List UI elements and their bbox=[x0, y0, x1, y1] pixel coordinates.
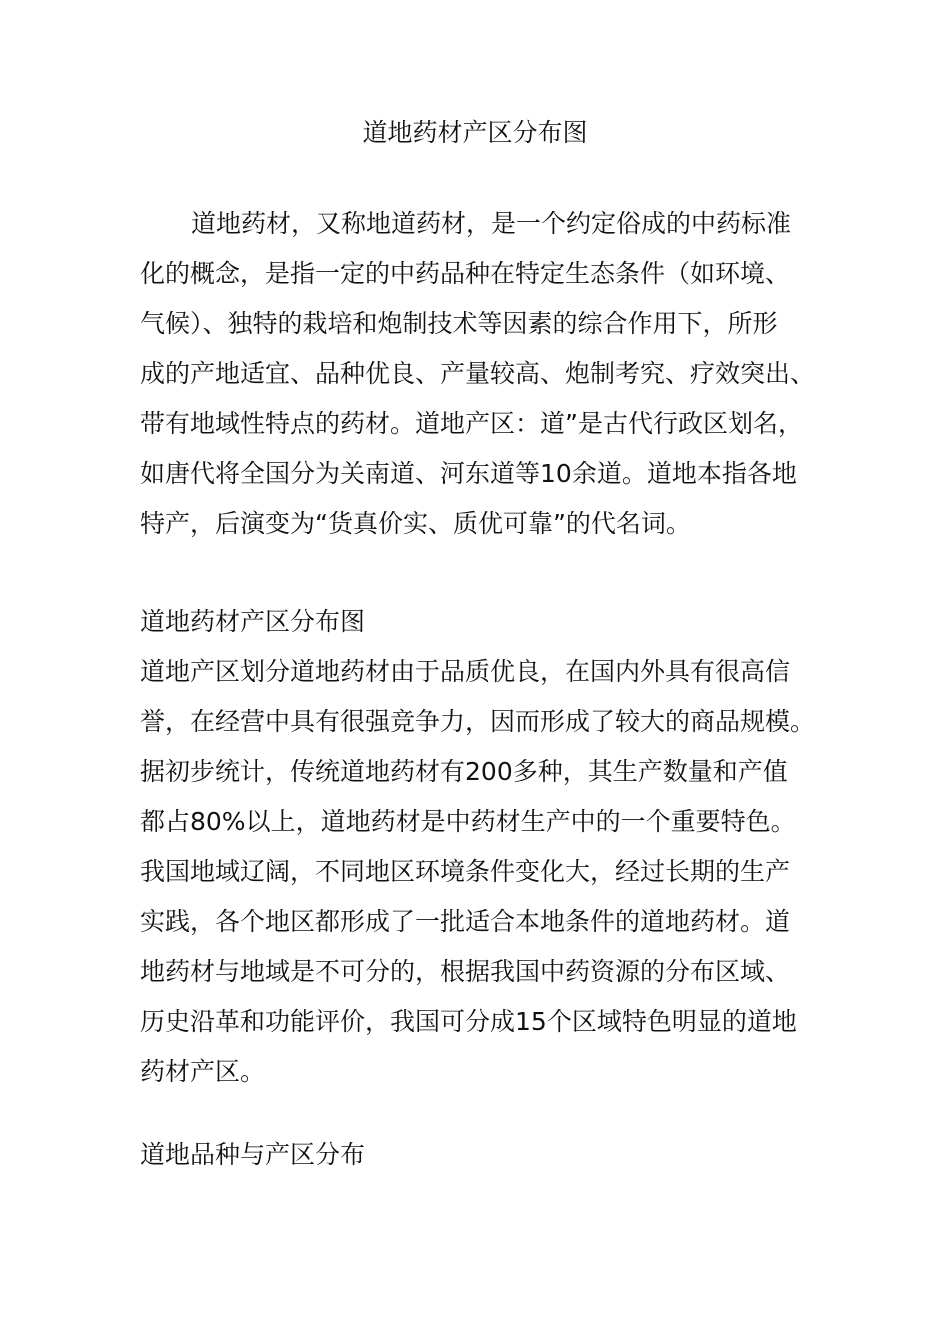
paragraph-line: 如唐代将全国分为关南道、河东道等10余道。道地本指各地 bbox=[140, 459, 797, 488]
section-heading: 道地药材产区分布图 bbox=[140, 607, 366, 636]
paragraph-line: 地药材与地域是不可分的，根据我国中药资源的分布区域、 bbox=[140, 957, 791, 986]
paragraph-line: 药材产区。 bbox=[140, 1057, 266, 1086]
paragraph-line: 道地药材，又称地道药材，是一个约定俗成的中药标准 bbox=[191, 209, 792, 238]
paragraph-line: 实践，各个地区都形成了一批适合本地条件的道地药材。道 bbox=[140, 907, 791, 936]
section-heading: 道地品种与产区分布 bbox=[140, 1140, 366, 1169]
paragraph-line: 带有地域性特点的药材。道地产区：道”是古代行政区划名， bbox=[140, 409, 803, 438]
paragraph-line: 成的产地适宜、品种优良、产量较高、炮制考究、疗效突出、 bbox=[140, 359, 816, 388]
paragraph-line: 气候）、独特的栽培和炮制技术等因素的综合作用下，所形 bbox=[140, 309, 778, 338]
paragraph-line: 誉，在经营中具有很强竞争力，因而形成了较大的商品规模。 bbox=[140, 707, 816, 736]
paragraph-line: 都占80%以上，道地药材是中药材生产中的一个重要特色。 bbox=[140, 807, 796, 836]
paragraph-line: 历史沿革和功能评价，我国可分成15个区域特色明显的道地 bbox=[140, 1007, 797, 1036]
document-title: 道地药材产区分布图 bbox=[362, 118, 588, 147]
paragraph-line: 化的概念，是指一定的中药品种在特定生态条件（如环境、 bbox=[140, 259, 791, 288]
paragraph-line: 我国地域辽阔，不同地区环境条件变化大，经过长期的生产 bbox=[140, 857, 791, 886]
paragraph-line: 据初步统计，传统道地药材有200多种，其生产数量和产值 bbox=[140, 757, 788, 786]
paragraph-line: 道地产区划分道地药材由于品质优良，在国内外具有很高信 bbox=[140, 657, 791, 686]
paragraph-line: 特产，后演变为“货真价实、质优可靠”的代名词。 bbox=[140, 509, 691, 538]
